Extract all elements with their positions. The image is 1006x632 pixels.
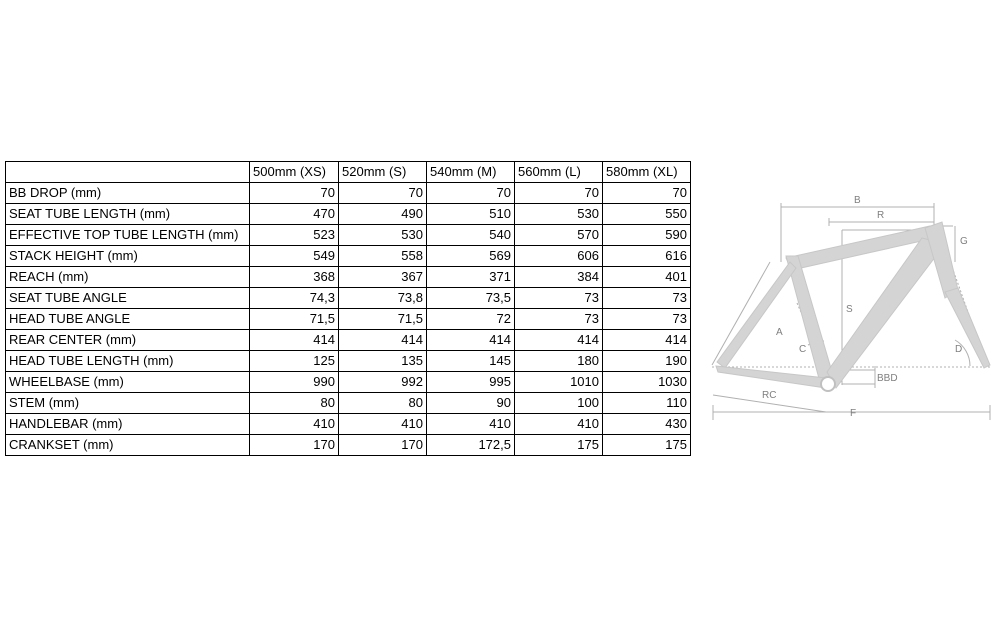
table-cell: 414 <box>427 330 515 351</box>
table-cell: 80 <box>250 393 339 414</box>
header-blank-cell <box>6 162 250 183</box>
row-label: WHEELBASE (mm) <box>6 372 250 393</box>
table-cell: 100 <box>515 393 603 414</box>
table-row <box>6 225 691 246</box>
table-cell: 510 <box>427 204 515 225</box>
dim-label-c: C <box>799 344 807 355</box>
table-cell: 410 <box>250 414 339 435</box>
frame-geometry-diagram <box>705 185 1000 430</box>
row-label: SEAT TUBE ANGLE <box>6 288 250 309</box>
table-cell: 1010 <box>515 372 603 393</box>
table-row <box>6 288 691 309</box>
table-cell: 490 <box>339 204 427 225</box>
table-cell: 73,8 <box>339 288 427 309</box>
table-cell: 73,5 <box>427 288 515 309</box>
table-cell: 414 <box>339 330 427 351</box>
table-cell: 70 <box>603 183 691 204</box>
table-cell: 368 <box>250 267 339 288</box>
dim-label-g: G <box>960 236 968 247</box>
table-cell: 72 <box>427 309 515 330</box>
table-cell: 549 <box>250 246 339 267</box>
table-cell: 410 <box>427 414 515 435</box>
row-label: STACK HEIGHT (mm) <box>6 246 250 267</box>
table-cell: 170 <box>250 435 339 456</box>
row-label: STEM (mm) <box>6 393 250 414</box>
dim-label-s: S <box>846 304 853 315</box>
size-header: 560mm (L) <box>515 162 603 183</box>
table-cell: 606 <box>515 246 603 267</box>
table-cell: 73 <box>603 309 691 330</box>
dim-label-b: B <box>854 195 861 206</box>
table-cell: 410 <box>515 414 603 435</box>
table-cell: 523 <box>250 225 339 246</box>
size-header: 580mm (XL) <box>603 162 691 183</box>
table-cell: 470 <box>250 204 339 225</box>
table-cell: 530 <box>339 225 427 246</box>
dim-label-bbd: BBD <box>877 373 898 384</box>
table-cell: 170 <box>339 435 427 456</box>
table-cell: 73 <box>515 288 603 309</box>
table-cell: 135 <box>339 351 427 372</box>
table-cell: 110 <box>603 393 691 414</box>
table-row <box>6 351 691 372</box>
table-cell: 430 <box>603 414 691 435</box>
table-cell: 992 <box>339 372 427 393</box>
row-label: BB DROP (mm) <box>6 183 250 204</box>
table-cell: 570 <box>515 225 603 246</box>
table-cell: 190 <box>603 351 691 372</box>
row-label: SEAT TUBE LENGTH (mm) <box>6 204 250 225</box>
table-cell: 371 <box>427 267 515 288</box>
row-label: REAR CENTER (mm) <box>6 330 250 351</box>
table-row <box>6 204 691 225</box>
table-cell: 384 <box>515 267 603 288</box>
table-row <box>6 183 691 204</box>
table-row <box>6 246 691 267</box>
table-cell: 414 <box>603 330 691 351</box>
table-cell: 73 <box>603 288 691 309</box>
row-label: REACH (mm) <box>6 267 250 288</box>
table-cell: 70 <box>427 183 515 204</box>
dim-label-f: F <box>850 408 857 419</box>
table-cell: 558 <box>339 246 427 267</box>
dim-label-d: D <box>955 344 963 355</box>
table-cell: 70 <box>250 183 339 204</box>
geometry-table <box>5 161 691 456</box>
row-label: HEAD TUBE LENGTH (mm) <box>6 351 250 372</box>
table-cell: 73 <box>515 309 603 330</box>
table-cell: 180 <box>515 351 603 372</box>
table-row <box>6 372 691 393</box>
row-label: HANDLEBAR (mm) <box>6 414 250 435</box>
table-cell: 80 <box>339 393 427 414</box>
table-cell: 175 <box>515 435 603 456</box>
table-row <box>6 330 691 351</box>
table-cell: 367 <box>339 267 427 288</box>
dim-label-r: R <box>877 210 885 221</box>
dim-label-a: A <box>776 327 783 338</box>
table-cell: 414 <box>250 330 339 351</box>
table-cell: 71,5 <box>250 309 339 330</box>
table-cell: 616 <box>603 246 691 267</box>
row-label: EFFECTIVE TOP TUBE LENGTH (mm) <box>6 225 250 246</box>
row-label: CRANKSET (mm) <box>6 435 250 456</box>
table-cell: 70 <box>515 183 603 204</box>
dim-label-rc: RC <box>762 390 777 401</box>
table-cell: 414 <box>515 330 603 351</box>
table-cell: 590 <box>603 225 691 246</box>
table-cell: 172,5 <box>427 435 515 456</box>
table-cell: 145 <box>427 351 515 372</box>
table-cell: 175 <box>603 435 691 456</box>
table-row <box>6 309 691 330</box>
table-cell: 540 <box>427 225 515 246</box>
table-row <box>6 435 691 456</box>
row-label: HEAD TUBE ANGLE <box>6 309 250 330</box>
table-cell: 401 <box>603 267 691 288</box>
table-cell: 90 <box>427 393 515 414</box>
table-cell: 990 <box>250 372 339 393</box>
table-header-row <box>6 162 691 183</box>
size-header: 500mm (XS) <box>250 162 339 183</box>
table-cell: 995 <box>427 372 515 393</box>
table-cell: 71,5 <box>339 309 427 330</box>
table-cell: 530 <box>515 204 603 225</box>
table-cell: 74,3 <box>250 288 339 309</box>
table-row <box>6 393 691 414</box>
table-cell: 125 <box>250 351 339 372</box>
table-row <box>6 414 691 435</box>
size-header: 540mm (M) <box>427 162 515 183</box>
table-row <box>6 267 691 288</box>
table-cell: 1030 <box>603 372 691 393</box>
size-header: 520mm (S) <box>339 162 427 183</box>
table-cell: 550 <box>603 204 691 225</box>
table-cell: 569 <box>427 246 515 267</box>
table-cell: 70 <box>339 183 427 204</box>
table-cell: 410 <box>339 414 427 435</box>
